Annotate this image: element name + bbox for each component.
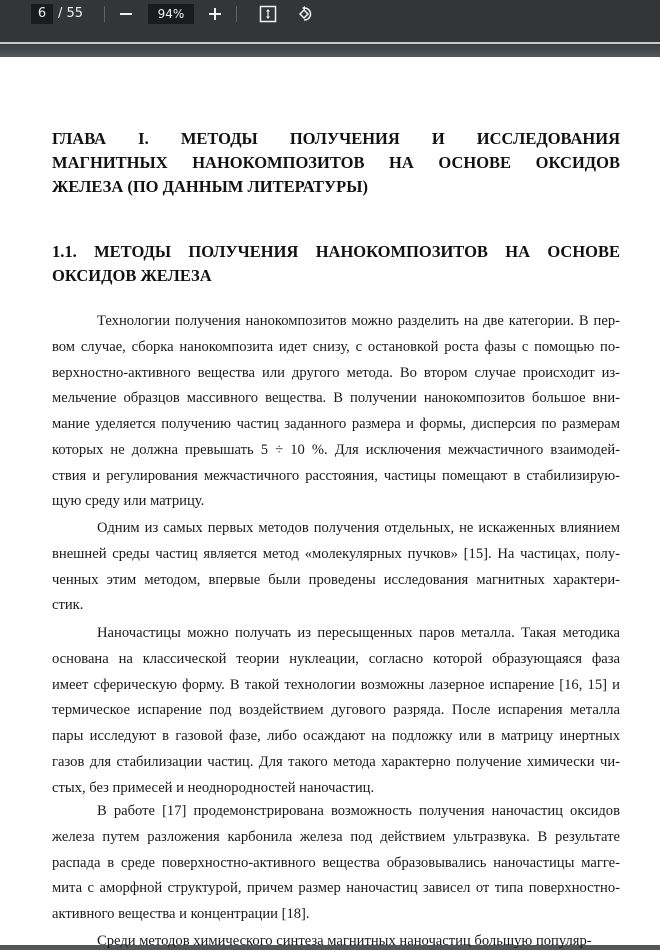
divider [104,6,105,22]
section-heading-line: 1.1. МЕТОДЫ ПОЛУЧЕНИЯ НАНОКОМПОЗИТОВ НА ОСНОВЕ [52,242,620,261]
paragraph-line: железа путем разложения карбонила железа под действием ультразвука. В результате [52,828,620,845]
paragraph-line: внешней среды частиц является метод «молекулярных пучков» [15]. На частицах, полу- [52,545,620,562]
section-heading-line: ОКСИДОВ ЖЕЛЕЗА [52,266,212,285]
pdf-page [0,57,660,949]
paragraph-line: щую среду или матрицу. [52,493,205,510]
paragraph-line: вом случае, сборка нанокомпозита идет снизу, с остановкой роста фазы с помощью по- [52,338,620,355]
page-total: / 55 [58,6,84,21]
page-number-input[interactable]: 6 [31,4,53,24]
paragraph-line: основана на классической теории нуклеации, согласно которой образующаяся фаза [52,650,620,667]
paragraph-line: газов для стабилизации частиц. Для такого метода характерно получение химически чи- [52,753,620,770]
paragraph-line: мита с аморфной структурой, причем размер наночастиц зависел от типа поверхностно- [52,880,620,897]
plus-icon [208,7,222,21]
paragraph-line: распада в среде поверхностно-активного вещества образовывались наночастицы магге- [52,854,620,871]
paragraph-line: Наночастицы можно получать из пересыщенных паров металла. Такая методика [97,625,620,641]
chapter-heading-line: ГЛАВА I. МЕТОДЫ ПОЛУЧЕНИЯ И ИССЛЕДОВАНИЯ [52,129,620,148]
paragraph-line: мельчение образцов массивного вещества. В получении нанокомпозитов большое вни- [52,390,620,407]
paragraph-line: активного вещества и концентрации [18]. [52,906,310,922]
paragraph-line: Среди методов химического синтеза магнитных наночастиц большую популяр- [97,933,592,949]
zoom-level-input[interactable]: 94% [148,4,194,24]
paragraph-line: верхностно-активного вещества или другого метода. Во втором случае происходит из- [52,364,620,381]
paragraph-line: стых, без примесей и неоднородностей наночастиц. [52,779,375,796]
paragraph-line: В работе [17] продемонстрирована возможность получения наночастиц оксидов [97,803,620,819]
paragraph-line: мание уделяется получению частиц заданного размера и формы, дисперсия по размерам [52,416,620,432]
fit-page-button[interactable] [257,3,279,25]
paragraph-line: Технологии получения нанокомпозитов можно разделить на две категории. В пер- [97,313,620,329]
pdf-toolbar [0,0,660,42]
divider [236,6,237,22]
paragraph-line: ствия и регулирования межчастичного расстояния, частицы помещают в стабилизирую- [52,467,620,484]
minus-icon [119,7,133,21]
paragraph-line: которых не должна превышать 5 ÷ 10 %. Для исключения межчастичного взаимодей- [52,441,620,458]
chapter-heading-line: МАГНИТНЫХ НАНОКОМПОЗИТОВ НА ОСНОВЕ ОКСИДОВ [52,153,620,172]
chapter-heading-line: ЖЕЛЕЗА (ПО ДАННЫМ ЛИТЕРАТУРЫ) [52,177,368,196]
rotate-button[interactable] [294,3,316,25]
paragraph-line: Одним из самых первых методов получения отдельных, не искаженных влиянием [97,520,620,536]
rotate-icon [296,5,314,23]
zoom-out-button[interactable] [115,3,137,25]
viewer-background [0,44,660,57]
paragraph-line: ченных этим методом, впервые были проведены исследования магнитных характери- [52,571,620,588]
paragraph-line: стик. [52,597,84,614]
zoom-in-button[interactable] [204,3,226,25]
fit-page-icon [259,5,277,23]
paragraph-line: пары исследуют в газовой фазе, либо осаждают на подложку или в матрицу инертных [52,728,620,744]
paragraph-line: имеет сферическую форму. В такой технологии возможны лазерное испарение [16, 15] и [52,676,620,693]
paragraph-line: термическое испарение под воздействием дугового разряда. После испарения металла [52,702,620,719]
